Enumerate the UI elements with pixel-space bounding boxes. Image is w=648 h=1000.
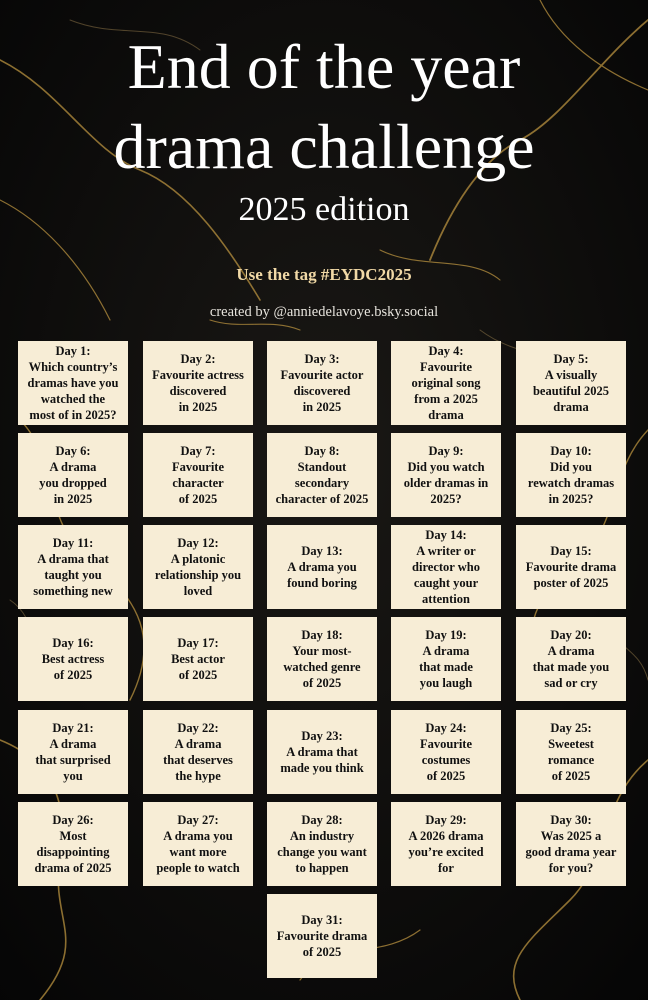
day-label: Day 12: [177, 536, 219, 550]
day-prompt: Did you rewatch dramas in 2025? [527, 460, 615, 506]
day-card [391, 710, 501, 794]
day-label: Day 31: [301, 913, 343, 927]
day-prompt: Which country’s dramas have you watched the most of in 2025? [27, 360, 119, 422]
day-card [516, 617, 626, 701]
day-label: Day 19: [425, 628, 467, 642]
day-card [18, 710, 128, 794]
day-card [267, 433, 377, 517]
day-label: Day 4: [428, 344, 464, 358]
title-line-2: drama challenge [113, 111, 535, 182]
day-prompt: An industry change you want to happen [277, 829, 367, 875]
day-card [267, 525, 377, 609]
day-card [516, 433, 626, 517]
day-label: Day 17: [177, 636, 219, 650]
day-prompt: A drama you want more people to watch [156, 829, 240, 875]
day-label: Day 15: [550, 544, 592, 558]
day-card [143, 617, 253, 701]
day-label: Day 3: [304, 352, 340, 366]
day-card [143, 525, 253, 609]
day-card [143, 710, 253, 794]
day-label: Day 28: [301, 813, 343, 827]
day-label: Day 14: [425, 528, 467, 542]
day-card [516, 710, 626, 794]
day-label: Day 27: [177, 813, 219, 827]
day-prompt: A drama you dropped in 2025 [39, 460, 107, 506]
day-label: Day 6: [55, 444, 91, 458]
day-card [267, 341, 377, 425]
day-label: Day 21: [52, 721, 94, 735]
day-card [391, 341, 501, 425]
day-card [18, 525, 128, 609]
day-card [143, 341, 253, 425]
day-card [391, 617, 501, 701]
day-prompt: A drama that made you think [280, 745, 364, 775]
day-prompt: A visually beautiful 2025 drama [532, 368, 610, 414]
day-label: Day 11: [52, 536, 94, 550]
day-label: Day 24: [425, 721, 467, 735]
day-prompt: Best actor of 2025 [171, 652, 225, 682]
day-prompt: A drama you found boring [287, 560, 357, 590]
day-label: Day 25: [550, 721, 592, 735]
day-prompt: A drama that made you sad or cry [532, 644, 610, 690]
day-card [143, 802, 253, 886]
day-label: Day 20: [550, 628, 592, 642]
day-prompt: Was 2025 a good drama year for you? [525, 829, 617, 875]
day-card [516, 525, 626, 609]
day-prompt: Sweetest romance of 2025 [547, 737, 595, 783]
day-prompt: Favourite costumes of 2025 [419, 737, 473, 783]
day-prompt: A drama that taught you something new [33, 552, 113, 598]
day-prompt: Favourite drama poster of 2025 [525, 560, 617, 590]
day-label: Day 2: [180, 352, 216, 366]
day-prompt: Best actress of 2025 [41, 652, 105, 682]
day-prompt: Favourite actor discovered in 2025 [280, 368, 364, 414]
title-line-1: End of the year [127, 31, 521, 102]
day-label: Day 9: [428, 444, 464, 458]
day-card [267, 894, 377, 978]
day-card [18, 802, 128, 886]
day-label: Day 18: [301, 628, 343, 642]
day-card [391, 802, 501, 886]
day-label: Day 13: [301, 544, 343, 558]
day-prompt: A 2026 drama you’re excited for [408, 829, 484, 875]
day-card [391, 433, 501, 517]
day-card [18, 617, 128, 701]
edition-subtitle: 2025 edition [238, 191, 410, 228]
day-prompt: Most disappointing drama of 2025 [34, 829, 112, 875]
day-card [18, 341, 128, 425]
hashtag-label: Use the tag #EYDC2025 [236, 265, 412, 284]
day-prompt: Favourite actress discovered in 2025 [152, 368, 244, 414]
day-label: Day 29: [425, 813, 467, 827]
day-card [391, 525, 501, 609]
day-prompt: Did you watch older dramas in 2025? [403, 460, 489, 506]
day-prompt: A platonic relationship you loved [154, 552, 242, 598]
day-prompt: Favourite character of 2025 [171, 460, 225, 506]
day-card [516, 802, 626, 886]
day-prompt: Favourite drama of 2025 [276, 929, 368, 959]
day-label: Day 23: [301, 729, 343, 743]
day-prompt: Favourite original song from a 2025 drama [411, 360, 481, 422]
day-prompt: A drama that made you laugh [419, 644, 473, 690]
day-card [143, 433, 253, 517]
day-label: Day 5: [553, 352, 589, 366]
day-card [516, 341, 626, 425]
day-label: Day 8: [304, 444, 340, 458]
day-label: Day 26: [52, 813, 94, 827]
day-label: Day 22: [177, 721, 219, 735]
day-label: Day 7: [180, 444, 216, 458]
day-label: Day 30: [550, 813, 592, 827]
day-prompt: A drama that surprised you [35, 737, 111, 783]
day-card [18, 433, 128, 517]
day-card [267, 710, 377, 794]
day-prompt: Standout secondary character of 2025 [275, 460, 369, 506]
day-card [267, 617, 377, 701]
day-prompt: A writer or director who caught your attention [412, 544, 480, 606]
creator-credit: created by @anniedelavoye.bsky.social [209, 304, 439, 320]
day-prompt: A drama that deserves the hype [163, 737, 233, 783]
day-label: Day 1: [55, 344, 91, 358]
day-label: Day 10: [550, 444, 592, 458]
day-prompt: Your most- watched genre of 2025 [283, 644, 361, 690]
day-label: Day 16: [52, 636, 94, 650]
day-card [267, 802, 377, 886]
